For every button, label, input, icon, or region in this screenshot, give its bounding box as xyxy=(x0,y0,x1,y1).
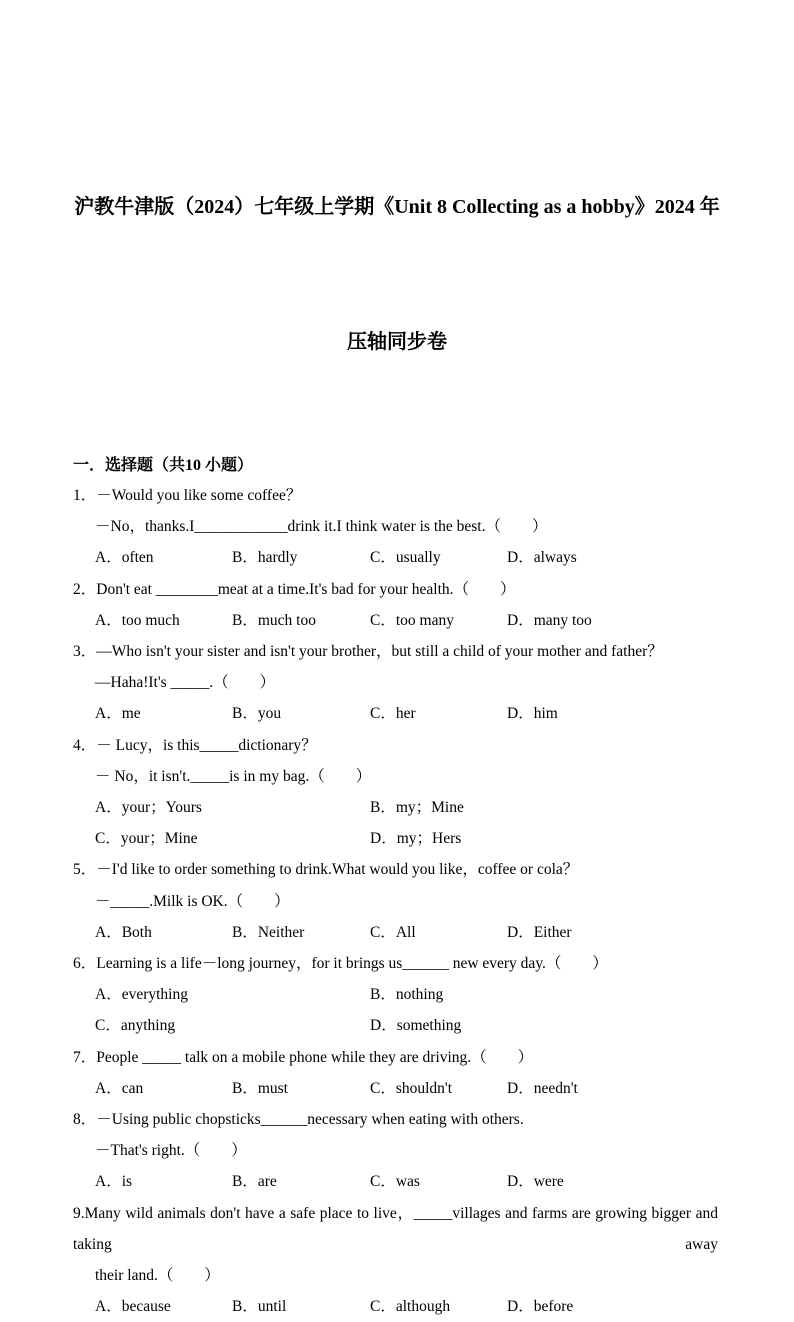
options-row xyxy=(0,823,794,854)
question-stem-continued: —Haha!It's _____.（ ） xyxy=(95,674,276,692)
options-row xyxy=(0,1073,794,1104)
question-stem: 8．－Using public chopsticks______necessary when eating with others. xyxy=(73,1111,524,1129)
exam-title xyxy=(0,0,794,455)
question-stem-continued: －_____.Milk is OK.（ ） xyxy=(95,892,290,910)
option-c: C．your；Mine xyxy=(95,830,198,848)
option-a: A．me xyxy=(95,705,141,723)
question-1 xyxy=(0,480,794,574)
option-d: D．were xyxy=(507,1173,564,1191)
options-row xyxy=(0,542,794,573)
option-c: C．usually xyxy=(370,549,441,567)
question-stem: 3．—Who isn't your sister and isn't your brother，but still a child of your mother and father？ xyxy=(73,643,663,661)
option-c: C．anything xyxy=(95,1017,176,1035)
option-b: B．my；Mine xyxy=(370,799,464,817)
question-3 xyxy=(0,636,794,730)
option-b: B．are xyxy=(232,1173,277,1191)
options-row xyxy=(0,1291,794,1322)
question-stem-continued: － No，it isn't._____is in my bag.（ ） xyxy=(95,767,372,785)
options-row xyxy=(0,1010,794,1041)
options-row xyxy=(0,792,794,823)
question-stem: 1．－Would you like some coffee？ xyxy=(73,487,302,504)
options-row xyxy=(0,605,794,636)
option-a: A．too much xyxy=(95,611,180,629)
question-6 xyxy=(0,948,794,1042)
section-heading: 一．选择题（共10 小题） xyxy=(73,457,254,474)
question-7 xyxy=(0,1042,794,1104)
option-c: C．too many xyxy=(370,611,454,629)
option-c: C．although xyxy=(370,1298,451,1316)
option-d: D．always xyxy=(507,549,577,567)
option-b: B．Neither xyxy=(232,923,305,941)
question-stem-continued: －That's right.（ ） xyxy=(95,1142,247,1160)
question-stem-continued: their land.（ ） xyxy=(95,1267,220,1285)
option-a: A．everything xyxy=(95,986,188,1004)
question-9 xyxy=(0,1198,794,1322)
option-d: D．my；Hers xyxy=(370,830,462,848)
question-stem: 2．Don't eat ________meat at a time.It's bad for your health.（ ） xyxy=(73,580,516,598)
option-d: D．many too xyxy=(507,611,592,629)
question-stem: 5．－I'd like to order something to drink.What would you like，coffee or cola？ xyxy=(73,861,579,879)
option-a: A．can xyxy=(95,1079,144,1097)
option-b: B．must xyxy=(232,1079,288,1097)
option-d: D．before xyxy=(507,1298,574,1316)
options-row xyxy=(0,698,794,729)
exam-title-line2: 压轴同步卷 xyxy=(347,331,447,353)
option-a: A．Both xyxy=(95,923,152,941)
option-c: C．shouldn't xyxy=(370,1079,453,1097)
options-row xyxy=(0,979,794,1010)
question-2 xyxy=(0,574,794,636)
question-5 xyxy=(0,854,794,948)
options-row xyxy=(0,1166,794,1197)
question-stem: 7．People _____ talk on a mobile phone while they are driving.（ ） xyxy=(73,1048,534,1066)
option-d: D．him xyxy=(507,705,558,723)
option-b: B．you xyxy=(232,705,282,723)
question-4 xyxy=(0,730,794,855)
option-a: A．because xyxy=(95,1298,171,1316)
option-d: D．needn't xyxy=(507,1079,578,1097)
option-d: D．Either xyxy=(507,923,572,941)
options-row xyxy=(0,917,794,948)
question-stem: 9.Many wild animals don't have a safe place to live，_____villages and farms are growing bigger and taking away xyxy=(73,1204,722,1253)
question-stem: 6．Learning is a life－long journey，for it brings us______ new every day.（ ） xyxy=(73,955,608,973)
exam-title-line1: 沪教牛津版（2024）七年级上学期《Unit 8 Collecting as a hobby》2024 年 xyxy=(74,196,720,218)
option-b: B．until xyxy=(232,1298,287,1316)
option-a: A．your；Yours xyxy=(95,799,202,817)
question-8 xyxy=(0,1104,794,1198)
question-stem: 4．－ Lucy，is this_____dictionary？ xyxy=(73,736,317,754)
option-a: A．often xyxy=(95,549,154,567)
option-a: A．is xyxy=(95,1173,133,1191)
option-c: C．her xyxy=(370,705,416,723)
question-stem-continued: －No，thanks.I____________drink it.I think water is the best.（ ） xyxy=(95,518,548,536)
option-b: B．hardly xyxy=(232,549,298,567)
option-b: B．much too xyxy=(232,611,316,629)
option-c: C．All xyxy=(370,923,416,941)
option-c: C．was xyxy=(370,1173,420,1191)
option-d: D．something xyxy=(370,1017,462,1035)
question-list xyxy=(0,480,794,1322)
option-b: B．nothing xyxy=(370,986,444,1004)
